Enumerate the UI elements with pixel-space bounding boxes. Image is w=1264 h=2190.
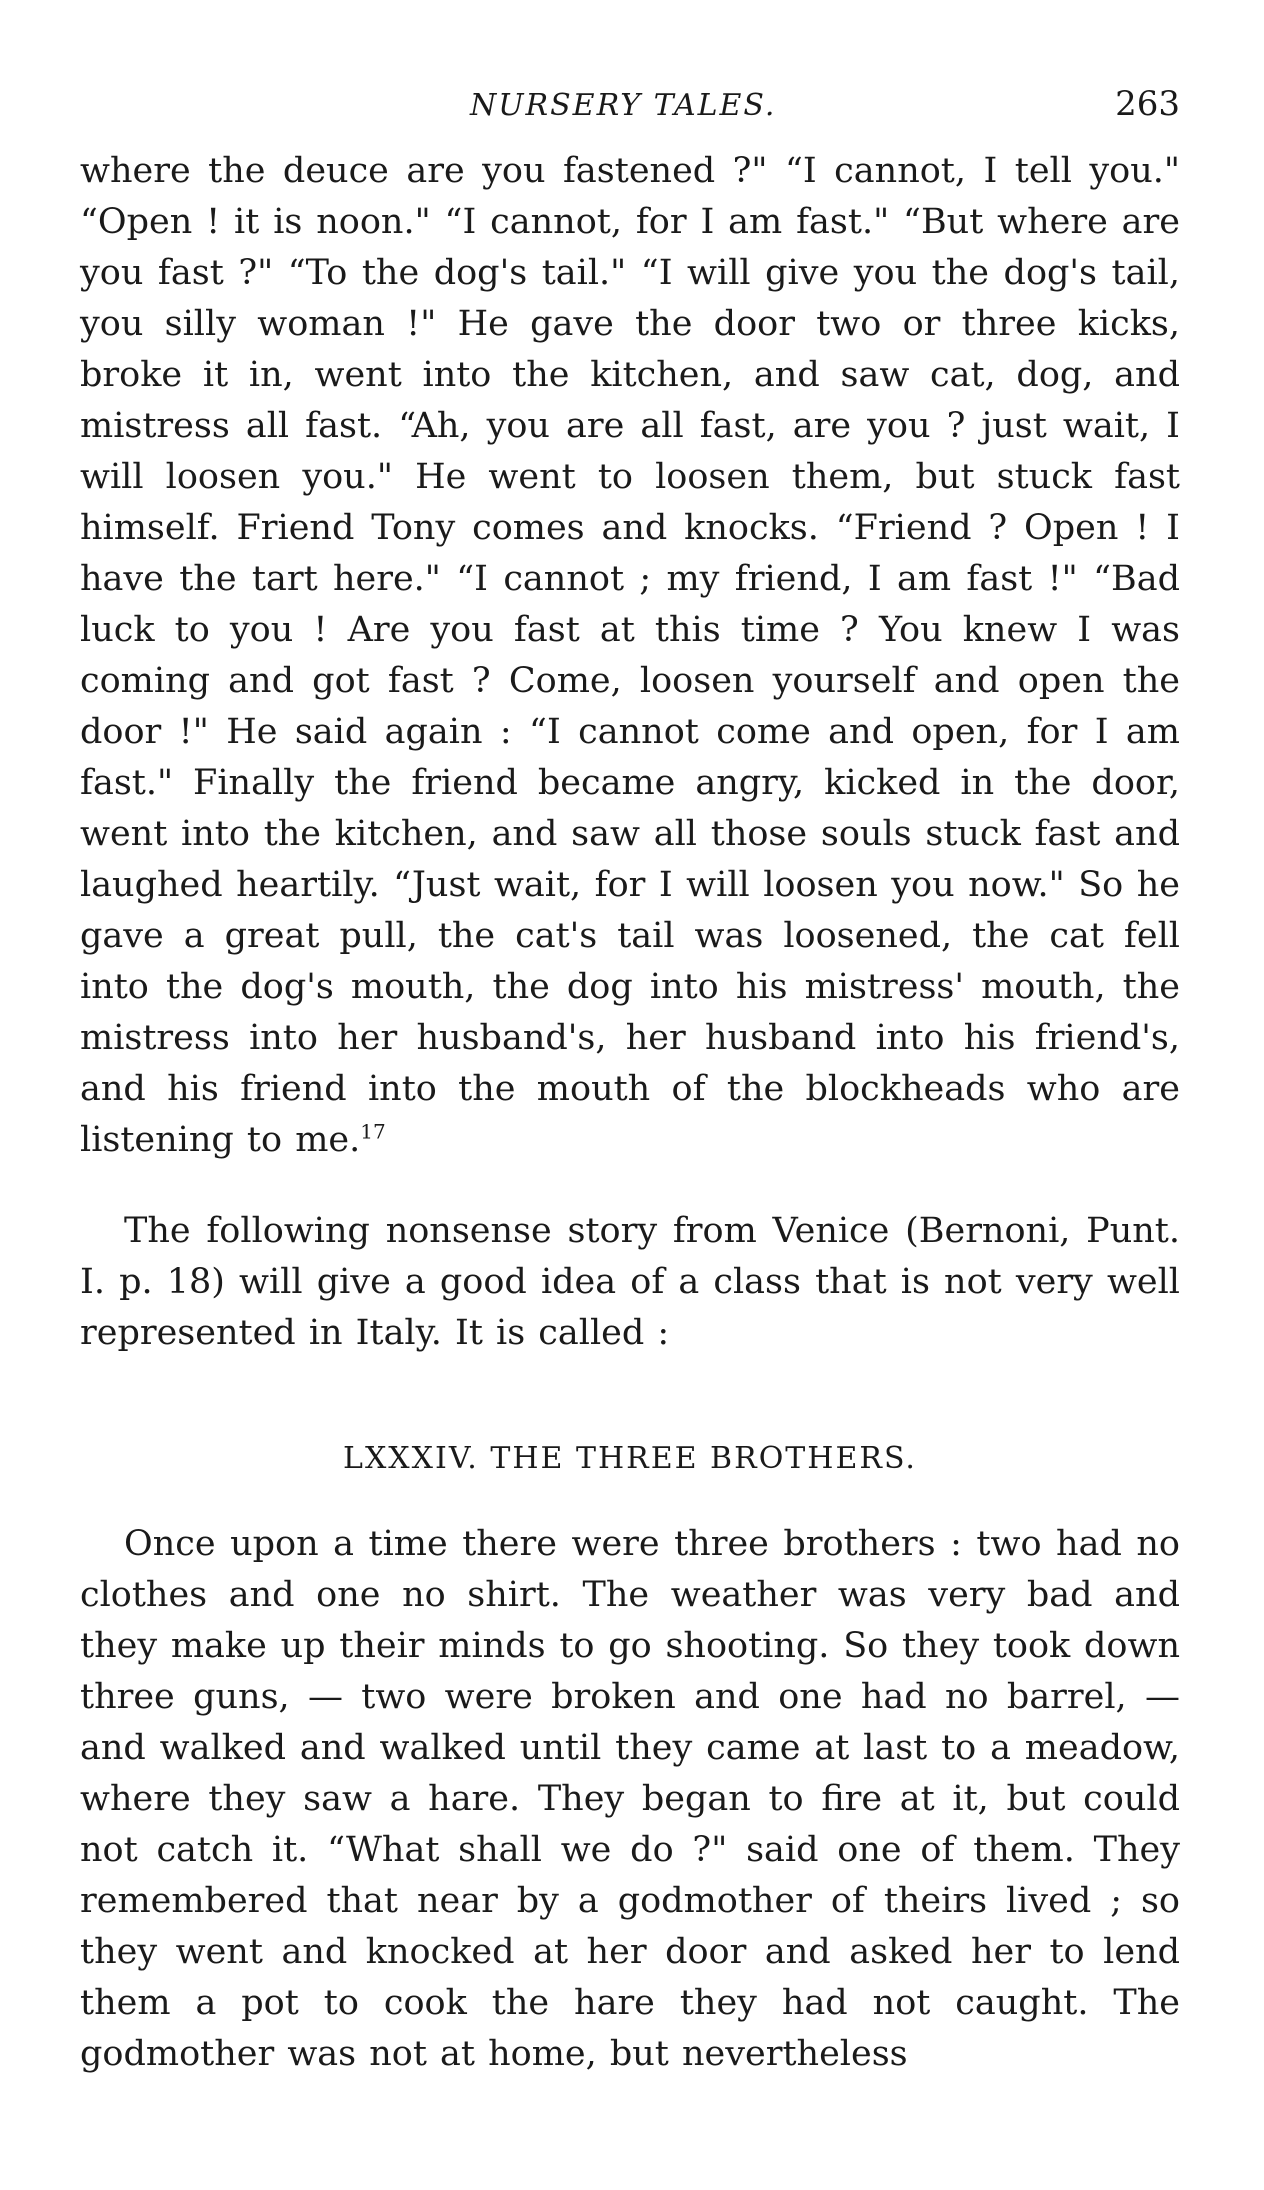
- body-text: [80, 146, 1180, 2080]
- paragraph-1-text: where the deuce are you fastened ?" “I cannot, I tell you." “Open ! it is noon." “I cannot, for I am fast." “But where are you fast ?" “To the dog's tail." “I will give you the dog's tail, you silly woman !" He gave the door two or three kicks, broke it in, went into the kitchen, and saw cat, dog, and mistress all fast. “Ah, you are all fast, are you ? just wait, I will loosen you." He went to loosen them, but stuck fast himself. Friend Tony comes and knocks. “Friend ? Open ! I have the tart here." “I cannot ; my friend, I am fast !" “Bad luck to you ! Are you fast at this time ? You knew I was coming and got fast ? Come, loosen yourself and open the door !" He said again : “I cannot come and open, for I am fast." Finally the friend became angry, kicked in the door, went into the kitchen, and saw all those souls stuck fast and laughed heartily. “Just wait, for I will loosen you now." So he gave a great pull, the cat's tail was loosened, the cat fell into the dog's mouth, the dog into his mistress' mouth, the mistress into her husband's, her husband into his friend's, and his friend into the mouth of the blockheads who are listening to me.: [80, 151, 1180, 1160]
- book-page: [80, 80, 1180, 2080]
- chapter-heading: LXXXIV. THE THREE BROTHERS.: [343, 1441, 917, 1476]
- paragraph-continued: [80, 146, 1180, 1166]
- running-header: [80, 80, 1180, 140]
- paragraph-intro: The following nonsense story from Venice (Bernoni, Punt. I. p. 18) will give a good idea of a class that is not very well represented in Italy. It is called :: [80, 1211, 1180, 1353]
- paragraph-story: Once upon a time there were three brothers : two had no clothes and one no shirt. The weather was very bad and they make up their minds to go shooting. So they took down three guns, — two were broken and one had no barrel, — and walked and walked until they came at last to a meadow, where they saw a hare. They began to fire at it, but could not catch it. “What shall we do ?" said one of them. They remembered that near by a godmother of theirs lived ; so they went and knocked at her door and asked her to lend them a pot to cook the hare they had not caught. The godmother was not at home, but nevertheless: [80, 1524, 1180, 2074]
- page-number: 263: [1115, 84, 1180, 124]
- footnote-marker: 17: [360, 1119, 386, 1144]
- running-title: NURSERY TALES.: [470, 88, 777, 123]
